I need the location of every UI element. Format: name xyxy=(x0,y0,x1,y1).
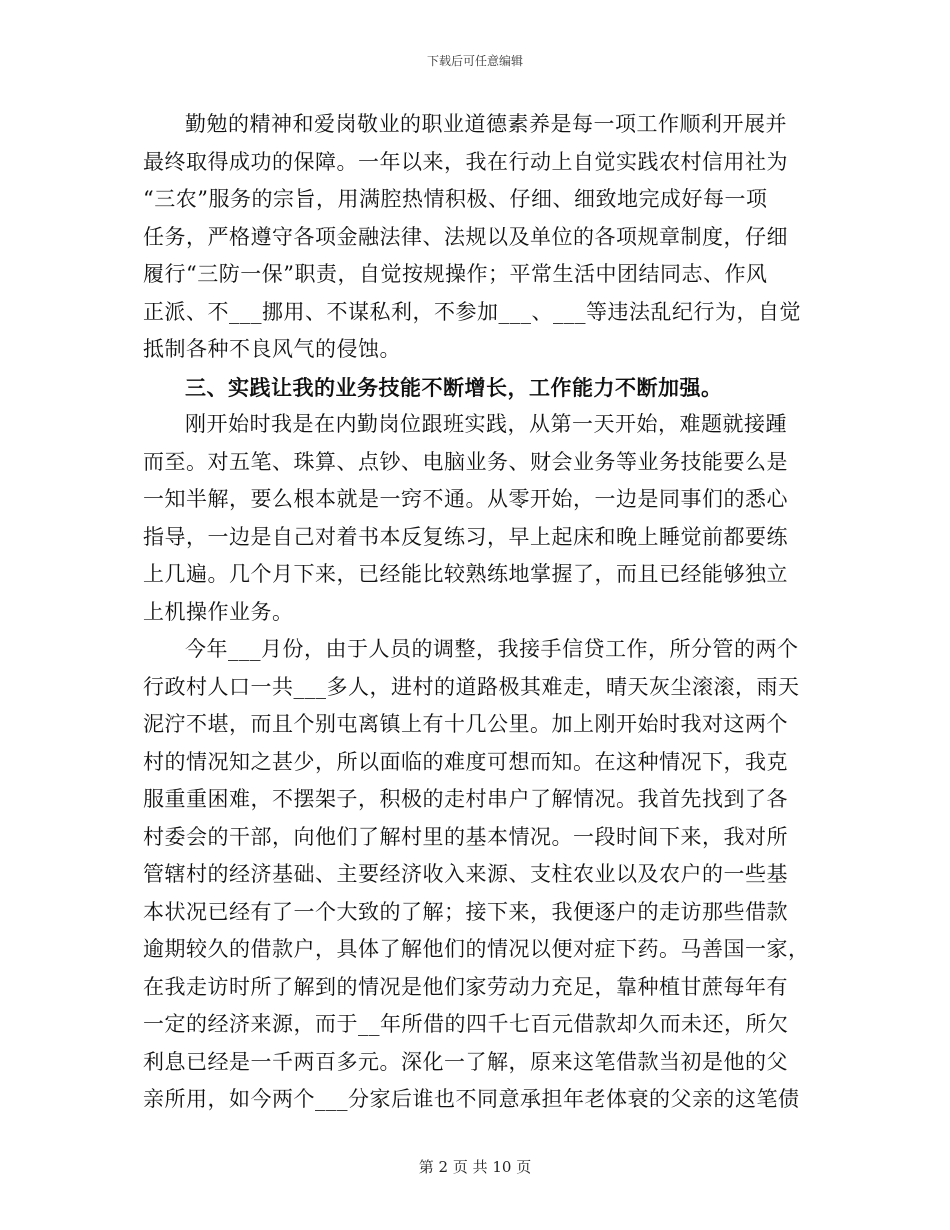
text-line: 指导，一边是自己对着书本反复练习，早上起床和晚上睡觉前都要练 xyxy=(143,524,788,549)
paragraph-credit-work xyxy=(143,631,810,1119)
text-line: 而至。对五笔、珠算、点钞、电脑业务、财会业务等业务技能要么是 xyxy=(143,449,788,474)
text-line: 逾期较久的借款户，具体了解他们的情况以便对症下药。马善国一家， xyxy=(143,937,810,961)
text-line: 上几遍。几个月下来，已经能比较熟练地掌握了，而且已经能够独立 xyxy=(143,562,788,586)
text-line: 最终取得成功的保障。一年以来，我在行动上自觉实践农村信用社为 xyxy=(143,149,788,174)
text-line: 上机操作业务。 xyxy=(143,599,294,624)
text-line: 勤勉的精神和爱岗敬业的职业道德素养是每一项工作顺利开展并 xyxy=(185,112,787,136)
text-line: 管辖村的经济基础、主要经济收入来源、支柱农业以及农户的一些基 xyxy=(143,862,788,886)
page-header: 下载后可任意编辑 xyxy=(426,54,523,68)
document-body xyxy=(143,106,810,1119)
text-line: 村委会的干部，向他们了解村里的基本情况。一段时间下来，我对所 xyxy=(143,824,788,849)
text-line: 服重重困难，不摆架子，积极的走村串户了解情况。我首先找到了各 xyxy=(143,787,788,811)
section-heading: 三、实践让我的业务技能不断增长，工作能力不断加强。 xyxy=(185,374,723,400)
text-line: 刚开始时我是在内勤岗位跟班实践，从第一天开始，难题就接踵 xyxy=(185,412,787,436)
text-line: 一定的经济来源，而于__年所借的四千七百元借款却久而未还，所欠 xyxy=(143,1012,789,1036)
text-line: 在我走访时所了解到的情况是他们家劳动力充足，靠种植甘蔗每年有 xyxy=(143,974,788,999)
text-line: 本状况已经有了一个大致的了解；接下来，我便逐户的走访那些借款 xyxy=(143,899,788,924)
text-line: 行政村人口一共___多人，进村的道路极其难走，晴天灰尘滚滚，雨天 xyxy=(143,674,800,699)
text-line: 泥泞不堪，而且个别屯离镇上有十几公里。加上刚开始时我对这两个 xyxy=(143,712,788,736)
text-line: 正派、不___挪用、不谋私利，不参加___、___等违法乱纪行为，自觉 xyxy=(143,299,801,324)
text-line: 亲所用，如今两个___分家后谁也不同意承担年老体衰的父亲的这笔债 xyxy=(143,1087,800,1111)
paragraph-internal-practice xyxy=(143,406,803,631)
text-line: 一知半解，要么根本就是一窍不通。从零开始，一边是同事们的悉心 xyxy=(143,487,788,511)
text-line: 村的情况知之甚少，所以面临的难度可想而知。在这种情况下，我克 xyxy=(143,749,788,774)
text-line: “三农”服务的宗旨，用满腔热情积极、仔细、细致地完成好每一项 xyxy=(143,187,768,211)
text-line: 任务，严格遵守各项金融法律、法规以及单位的各项规章制度，仔细 xyxy=(143,224,788,249)
text-line: 履行“三防一保”职责，自觉按规操作；平常生活中团结同志、作风 xyxy=(143,262,768,286)
text-line: 今年___月份，由于人员的调整，我接手信贷工作，所分管的两个 xyxy=(185,637,799,661)
paragraph-professional-ethics xyxy=(143,106,803,369)
page-number-footer: 第 2 页 共 10 页 xyxy=(418,1158,532,1176)
text-line: 抵制各种不良风气的侵蚀。 xyxy=(143,337,401,361)
text-line: 利息已经是一千两百多元。深化一了解，原来这笔借款当初是他的父 xyxy=(143,1049,788,1074)
